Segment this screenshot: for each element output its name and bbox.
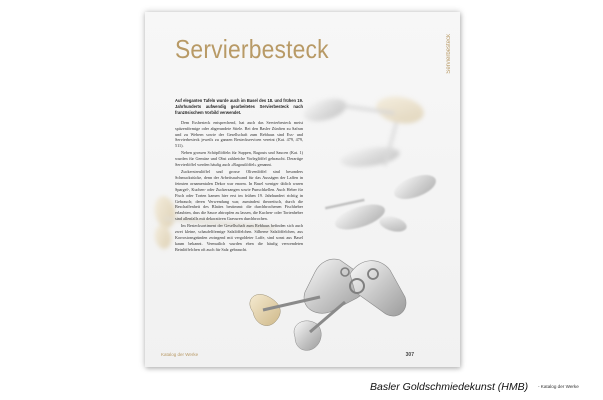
lead-paragraph: Auf eleganten Tafeln wurde auch im Basel des 18. und frühen 19. Jahrhunderts aufwendig gearbeitetes Servierbesteck nach französischem Vorbild verwendet.	[175, 98, 303, 115]
body-paragraph: Dem Essbesteck entsprechend, hat auch das Servierbesteck meist spitzenförmige oder abgerundete Stiele. Bei den Basler Zünften zu Safran und zu Webern sowie der Gesellschaft zum Rebhaus sind Ess- und Servierbesteck jeweils zu ganzen Besteckservicen vereint (Kat. 479, 479, 511).	[175, 119, 303, 149]
body-paragraph: Im Bestecksortiment der Gesellschaft zum Rebhaus befinden sich auch zwei kleine, schaufelförmige Salzlöffelchen. Silberne Salzlöffelchen, aus Korrosionsgründen zwingend mit vergoldeter Laffe, sind sonst aus Basel kaum bekannt. Vermutlich wurden eben die häufig verwendeten Beinlöffelchen oft auch für Salz gebraucht.	[175, 223, 303, 252]
body-paragraph: Neben grossen Schöpflöffeln für Suppen, Ragouts und Saucen (Kat. 1) wurden für Gemüse und Obst zahlreiche Vorleglöffel gebraucht. Derartige Servierlöffel werden häufig auch «Ragoutlöffel» genannt.	[175, 150, 303, 168]
caption-title: Basler Goldschmiedekunst (HMB)	[370, 381, 529, 393]
article-body	[175, 98, 303, 254]
body-paragraph: Zuckerstreulöffel und grosse Olivenlöffel sind besonders Schmuckstücke, denn der Arbeitsaufwand für das Aussägen der Laffen in feinsten ornamentalen Dekor war enorm. In Basel weniger üblich waren Spargel-, Kuchen- oder Zuckerzangen sowie Punschkellen. Auch Heber für Fisch oder Torten kamen hier erst im frühen 19. Jahrhundert richtig in Gebrauch; deren Verwendung war, zumindest theoretisch, durch die Beschaffenheit des Blattes bestimmt: die durchbrochenen Fischheber erlaubten, dass die Sauce abtropfen zu lassen, die Kuchen- oder Tortenheber sind allenfalls mit dekorativen Gravuren durchbrochen.	[175, 168, 303, 222]
page-title: Servierbesteck	[175, 34, 329, 64]
caption-subtitle: - Katalog der Werke	[538, 384, 579, 389]
footer-section-label: Katalog der Werke	[161, 352, 199, 357]
catalog-page	[145, 12, 460, 367]
chapter-side-label: Servierbesteck	[446, 34, 452, 74]
page-number: 307	[405, 352, 414, 358]
